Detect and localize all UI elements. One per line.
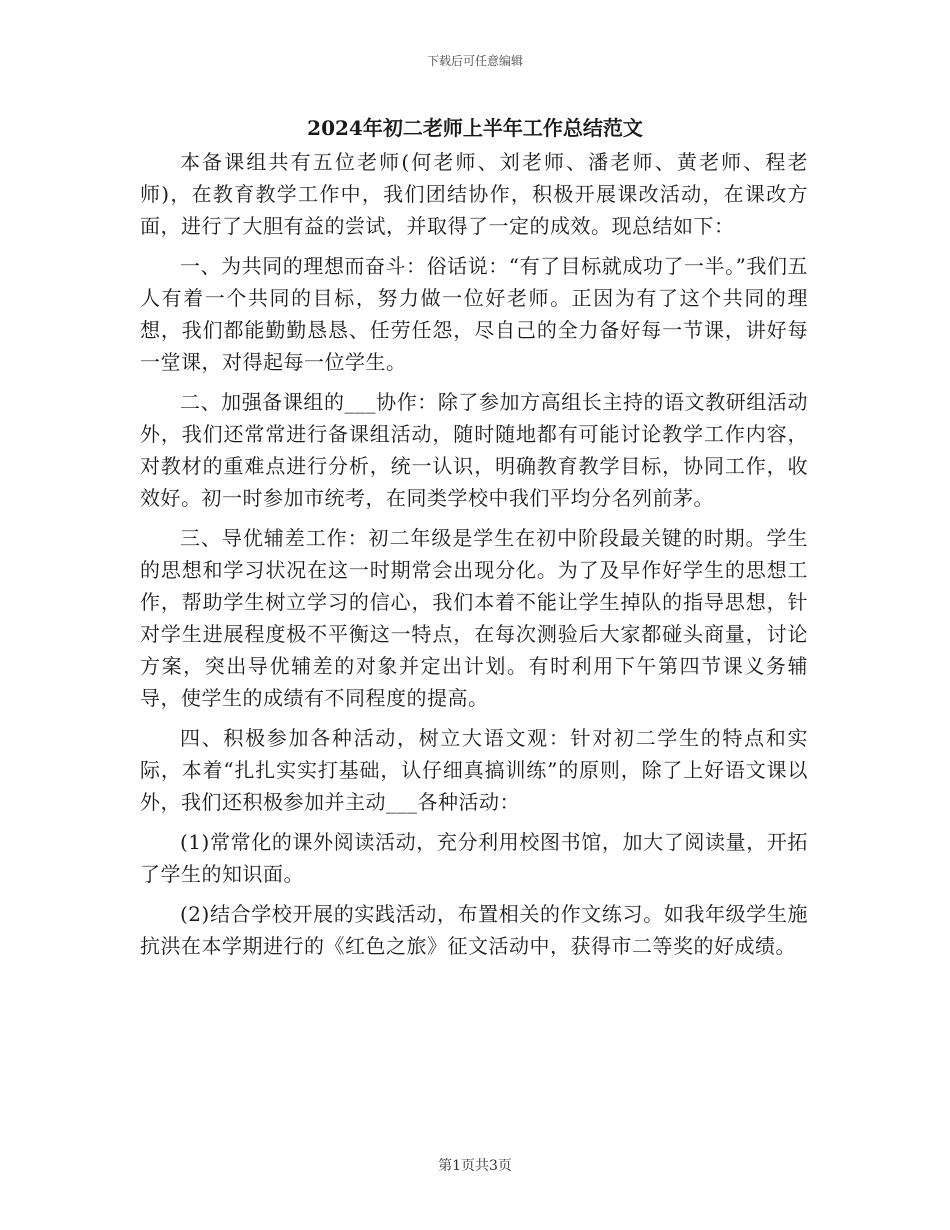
- paragraph-section-4: 四、积极参加各种活动，树立大语文观：针对初二学生的特点和实际，本着“扎扎实实打基础，认仔细真搞训练”的原则，除了上好语文课以外，我们还积极参加并主动___各种活动：: [140, 726, 808, 814]
- document-body: [140, 146, 808, 970]
- paragraph-section-1: 一、为共同的理想而奋斗：俗话说：“有了目标就成功了一半。”我们五人有着一个共同的目标，努力做一位好老师。正因为有了这个共同的理想，我们都能勤勤恳恳、任劳任怨，尽自己的全力备好每一节课，讲好每一堂课，对得起每一位学生。: [140, 254, 808, 374]
- paragraph-section-3: 三、导优辅差工作：初二年级是学生在初中阶段最关键的时期。学生的思想和学习状况在这一时期常会出现分化。为了及早作好学生的思想工作，帮助学生树立学习的信心，我们本着不能让学生掉队的指导思想，针对学生进展程度极不平衡这一特点，在每次测验后大家都碰头商量，讨论方案，突出导优辅差的对象并定出计划。有时利用下午第四节课义务辅导，使学生的成绩有不同程度的提高。: [140, 526, 808, 710]
- document-title: 2024年初二老师上半年工作总结范文: [307, 116, 643, 140]
- paragraph-item-2: (2)结合学校开展的实践活动，布置相关的作文练习。如我年级学生施抗洪在本学期进行的《红色之旅》征文活动中，获得市二等奖的好成绩。: [140, 902, 808, 958]
- paragraph-item-1: (1)常常化的课外阅读活动，充分利用校图书馆，加大了阅读量，开拓了学生的知识面。: [140, 830, 808, 886]
- header-note: 下载后可任意编辑: [426, 54, 523, 68]
- page-indicator: 第1页共3页: [438, 1158, 512, 1174]
- paragraph-section-2: 二、加强备课组的___协作：除了参加方高组长主持的语文教研组活动外，我们还常常进行备课组活动，随时随地都有可能讨论教学工作内容，对教材的重难点进行分析，统一认识，明确教育教学目标，协同工作，收效好。初一时参加市统考，在同类学校中我们平均分名列前茅。: [140, 390, 808, 510]
- paragraph-intro: 本备课组共有五位老师(何老师、刘老师、潘老师、黄老师、程老师)，在教育教学工作中，我们团结协作，积极开展课改活动，在课改方面，进行了大胆有益的尝试，并取得了一定的成效。现总结如下：: [140, 150, 808, 238]
